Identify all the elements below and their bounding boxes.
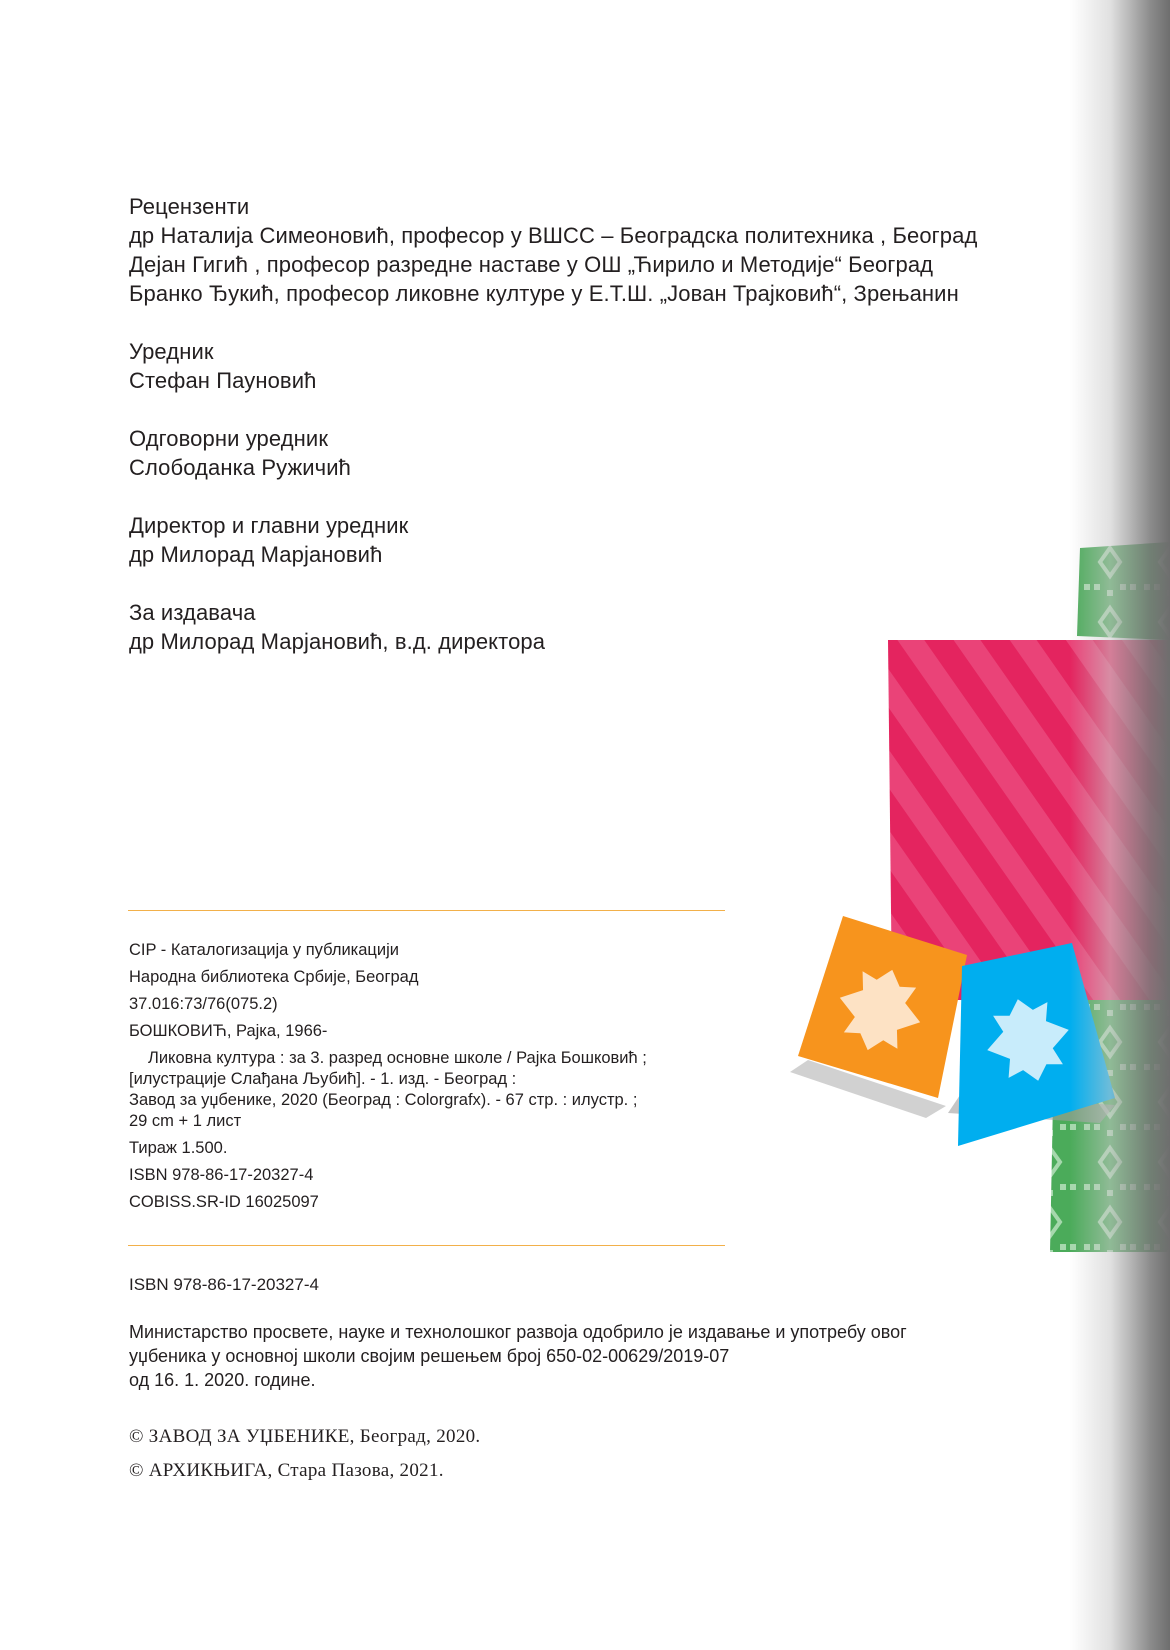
- reviewer-name: др Наталија Симеоновић, професор у ВШСС – Београдска политехника , Београд: [129, 223, 978, 248]
- cip-description-line: Ликовна култура : за 3. разред основне школе / Рајка Бошковић ;: [148, 1049, 647, 1067]
- ministry-line: Министарство просвете, науке и технолошког развоја одобрило је издавање и употребу овог: [129, 1322, 907, 1342]
- cip-library: Народна библиотека Србије, Београд: [129, 968, 419, 986]
- cip-description-line: [илустрације Слађана Љубић]. - 1. изд. - Београд :: [129, 1070, 517, 1088]
- publisher-rep-name: др Милорад Марјановић, в.д. директора: [129, 629, 546, 654]
- cip-print-run: Тираж 1.500.: [129, 1139, 228, 1157]
- copyright-line: © АРХИКЊИГА, Стара Пазова, 2021.: [129, 1460, 444, 1481]
- director-heading: Директор и главни уредник: [129, 513, 409, 538]
- cip-description-line: 29 cm + 1 лист: [129, 1112, 242, 1130]
- cip-author: БОШКОВИЋ, Рајка, 1966-: [129, 1022, 328, 1040]
- publisher-rep-heading: За издавача: [129, 600, 256, 625]
- cip-cobiss: COBISS.SR-ID 16025097: [129, 1193, 319, 1211]
- cip-description-line: Завод за уџбенике, 2020 (Београд : Colorgrafx). - 67 стр. : илустр. ;: [129, 1091, 638, 1109]
- reviewer-name: Бранко Ђукић, професор ликовне културе у Е.Т.Ш. „Јован Трајковић“, Зрењанин: [129, 281, 959, 306]
- green-pattern-paper-top: [1077, 542, 1170, 640]
- reviewer-name: Дејан Гигић , професор разредне наставе у ОШ „Ћирило и Методије“ Београд: [129, 252, 934, 277]
- reviewers-heading: Рецензенти: [129, 194, 250, 219]
- isbn: ISBN 978-86-17-20327-4: [129, 1275, 319, 1294]
- ministry-line: од 16. 1. 2020. године.: [129, 1370, 316, 1390]
- copyright-line: © ЗАВОД ЗА УЏБЕНИКЕ, Београд, 2020.: [129, 1426, 481, 1447]
- responsible-editor-heading: Одговорни уредник: [129, 426, 329, 451]
- editor-heading: Уредник: [129, 339, 214, 364]
- director-name: др Милорад Марјановић: [129, 542, 383, 567]
- cip-header: CIP - Каталогизација у публикацији: [129, 941, 399, 959]
- responsible-editor-name: Слободанка Ружичић: [129, 455, 351, 480]
- ministry-line: уџбеника у основној школи својим решењем број 650-02-00629/2019-07: [129, 1346, 730, 1366]
- cip-udc: 37.016:73/76(075.2): [129, 995, 278, 1013]
- cip-isbn: ISBN 978-86-17-20327-4: [129, 1166, 314, 1184]
- editor-name: Стефан Пауновић: [129, 368, 317, 393]
